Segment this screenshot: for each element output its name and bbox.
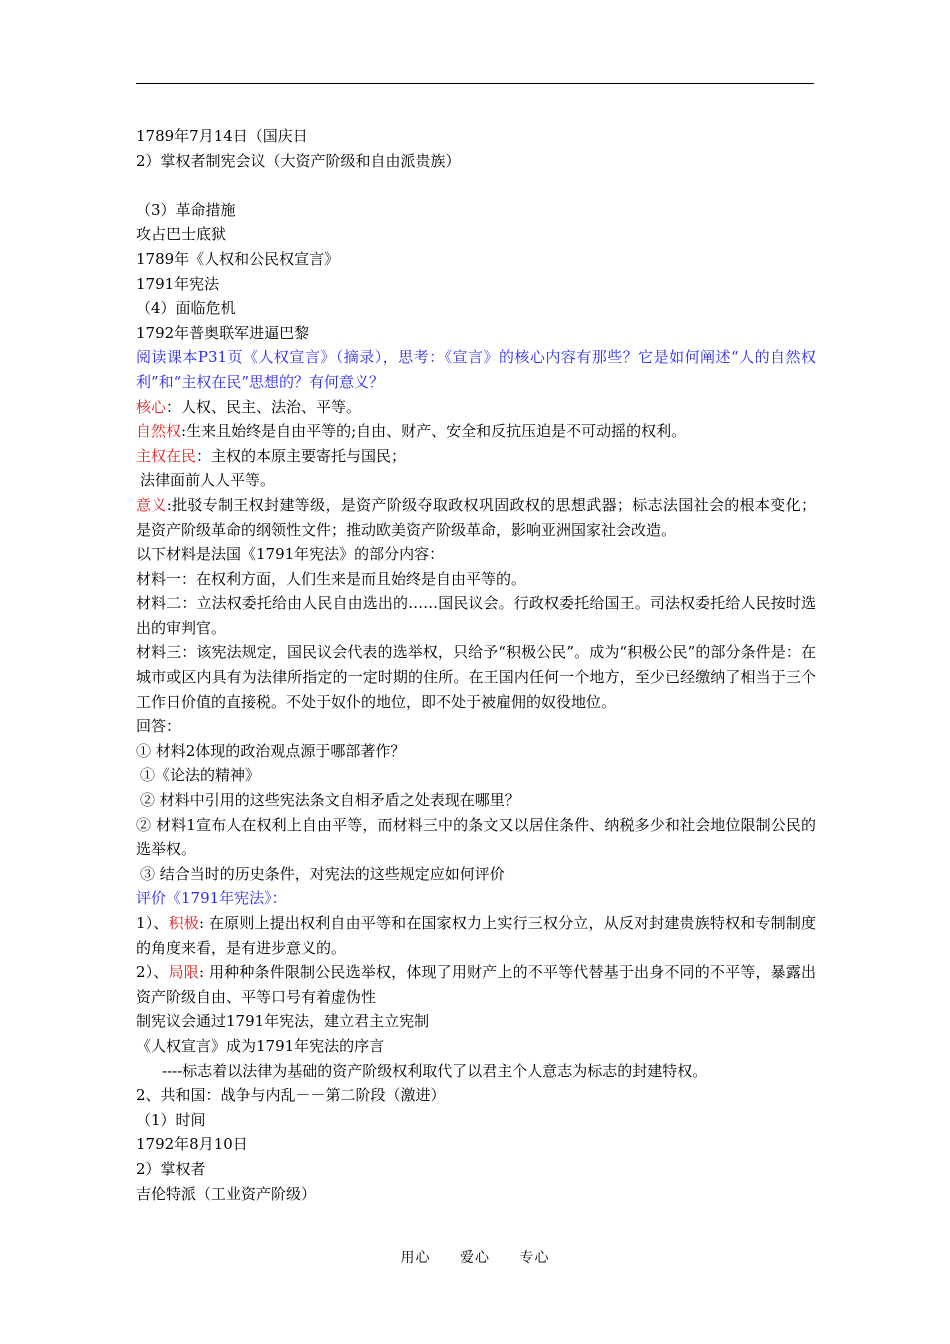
document-body (136, 124, 816, 1206)
text-span: :批驳专制王权封建等级，是资产阶级夺取政权巩固政权的思想武器；标志法国社会的根本变化；是资产阶级革命的纲领性文件；推动欧美资产阶级革命，影响亚洲国家社会改造。 (136, 495, 816, 539)
question-1: ① 材料2体现的政治观点源于哪部著作？ (136, 741, 406, 760)
evaluation-heading: 评价《1791年宪法》： (136, 889, 287, 908)
natural-rights-line (136, 419, 816, 444)
text-line: 1789年7月14日（国庆日 (136, 127, 308, 145)
answer-2: ② 材料1宣布人在权利上自由平等，而材料三中的条文又以居住条件、纳税多少和社会地位限制公民的选举权。 (136, 815, 816, 859)
positive-paragraph (136, 911, 816, 960)
footer-word: 爱心 (460, 1250, 490, 1266)
page-footer (0, 1247, 950, 1267)
reading-question: 阅读课本P31页《人权宣言》（摘录），思考：《宣言》的核心内容有那些？它是如何阐述“人的自然权利”和“主权在民”思想的？有何意义？ (136, 348, 816, 391)
keyword: 积极 (168, 914, 199, 932)
text-line: 回答： (136, 717, 182, 736)
keyword: 主权在民 (136, 446, 197, 465)
section-heading: （4）面临危机 (136, 299, 236, 318)
significance-paragraph (136, 493, 816, 542)
core-line (136, 395, 816, 420)
section-heading: （3）革命措施 (136, 200, 236, 219)
text-line: 2）掌权者制宪会议（大资产阶级和自由派贵族） (136, 151, 461, 170)
text-span: ：主权的本原主要寄托与国民； (196, 446, 407, 465)
question-2: ② 材料中引用的这些宪法条文自相矛盾之处表现在哪里？ (140, 791, 520, 810)
text-span: 2）、 (136, 963, 169, 982)
text-span: : 在原则上提出权利自由平等和在国家权力上实行三权分立，从反对封建贵族特权和专制制度的角度来看，是有进步意义的。 (136, 914, 817, 957)
text-line: 1792年8月10日 (136, 1135, 248, 1154)
keyword: 自然权 (136, 422, 182, 441)
text-line: 《人权宣言》成为1791年宪法的序言 (136, 1036, 385, 1055)
text-span: 1）、 (136, 914, 169, 932)
section-heading: 2、共和国：战争与内乱－－第二阶段（激进） (136, 1086, 446, 1105)
material-three: 材料三：该宪法规定，国民议会代表的选举权，只给予“积极公民”。成为“积极公民”的部分条件是：在城市或区内具有为法律所指定的一定时期的住所。在王国内任何一个地方，至少已经缴纳了相当于三个工作日价值的直接税。不处于奴仆的地位，即不处于被雇佣的奴役地位。 (136, 643, 816, 711)
text-line: 1791年宪法 (136, 274, 220, 293)
text-span: ：人权、民主、法治、平等。 (166, 397, 362, 416)
material-one: 材料一：在权利方面，人们生来是而且始终是自由平等的。 (136, 569, 527, 588)
text-line: 制宪议会通过1791年宪法，建立君主立宪制 (136, 1012, 430, 1031)
footer-word: 用心 (400, 1250, 431, 1266)
question-3: ③ 结合当时的历史条件，对宪法的这些规定应如何评价 (140, 864, 505, 883)
material-two: 材料二：立法权委托给由人民自由选出的……国民议会。行政权委托给国王。司法权委托给人民按时选出的审判官。 (136, 594, 816, 637)
text-line: 1789年《人权和公民权宣言》 (136, 249, 340, 268)
text-span: :生来且始终是自由平等的;自由、财产、安全和反抗压迫是不可动摇的权利。 (181, 422, 687, 441)
footer-word: 专心 (519, 1250, 550, 1266)
keyword: 核心 (136, 397, 167, 416)
limitation-paragraph (136, 960, 816, 1009)
keyword: 意义 (136, 495, 167, 514)
text-line: ----标志着以法律为基础的资产阶级权利取代了以君主个人意志为标志的封建特权。 (162, 1061, 708, 1080)
text-line: 2）掌权者 (136, 1159, 206, 1178)
text-line: 法律面前人人平等。 (140, 471, 276, 490)
text-span: : 用种种条件限制公民选举权，体现了用财产上的不平等代替基于出身不同的不平等，暴露出资产阶级自由、平等口号有着虚伪性 (136, 963, 817, 1006)
text-line: 1792年普奥联军进逼巴黎 (136, 323, 310, 342)
answer-1: ①《论法的精神》 (140, 766, 261, 785)
section-heading: （1）时间 (136, 1110, 206, 1129)
text-line: 攻占巴士底狱 (136, 225, 227, 244)
sovereignty-line (136, 444, 816, 469)
text-line: 以下材料是法国《1791年宪法》的部分内容： (136, 545, 445, 564)
text-line: 吉伦特派（工业资产阶级） (136, 1184, 317, 1203)
keyword: 局限 (168, 963, 199, 982)
header-rule (136, 83, 814, 84)
blank-line (136, 173, 816, 198)
